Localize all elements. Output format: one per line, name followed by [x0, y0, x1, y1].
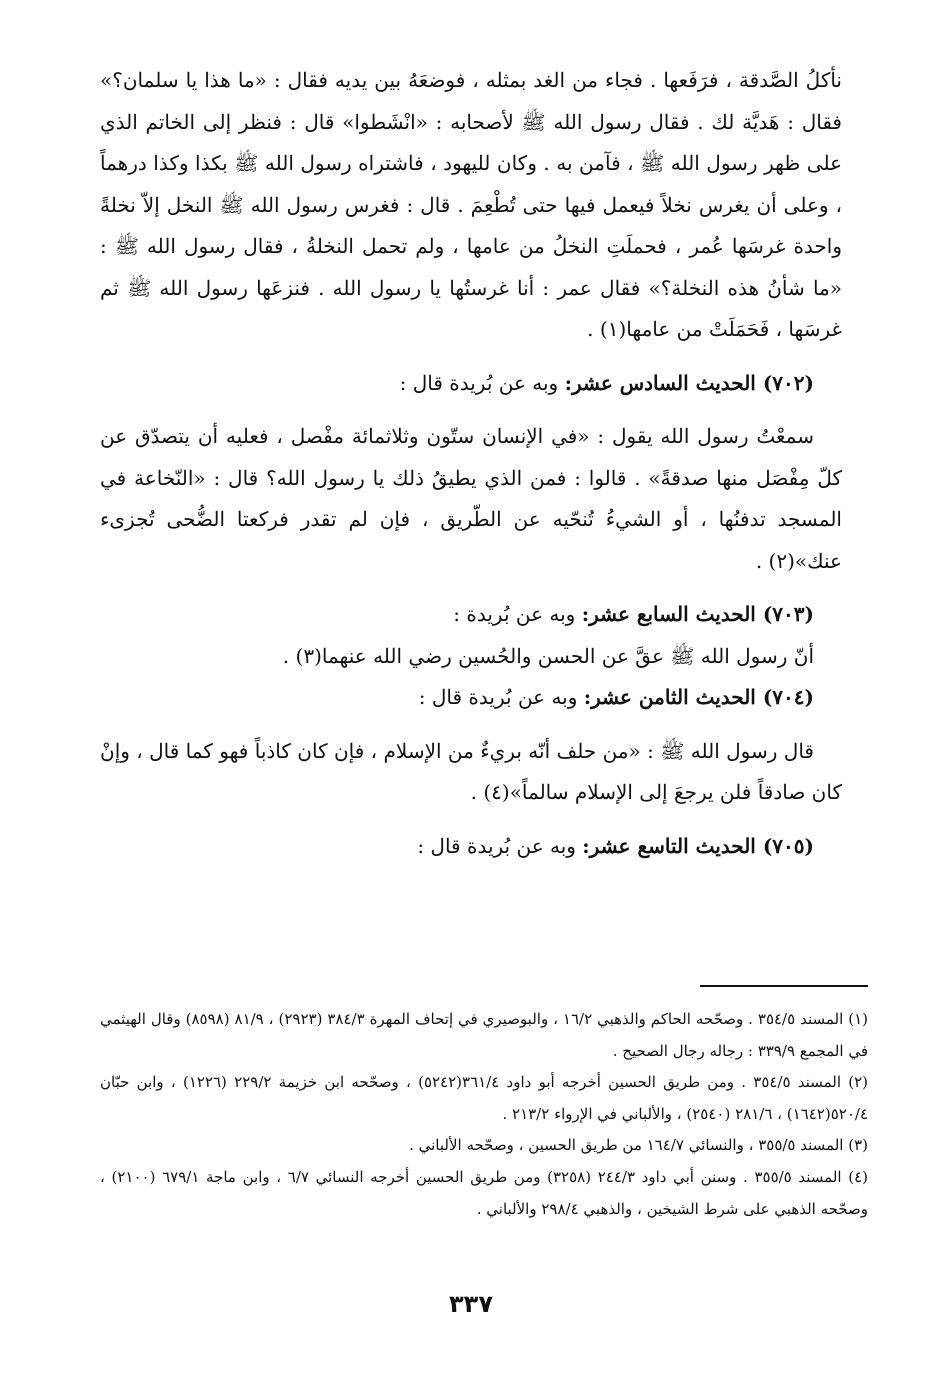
paragraph-hadith-704: قال رسول الله ﷺ : «من حلف أنّه بريءٌ من الإسلام ، فإن كان كاذباً فهو كما قال ، وإنْ كان صادقاً فلن يرجعَ إلى الإسلام سالماً»(٤) . [100, 738, 842, 804]
page-number: ٣٣٧ [449, 1290, 493, 1318]
hadith-heading-704-title: (٧٠٤) الحديث الثامن عشر: [583, 685, 814, 709]
footnotes [100, 1004, 868, 1225]
hadith-heading-705-chain: وبه عن بُريدة قال : [417, 833, 583, 858]
footnote-3: (٣) المسند ٣٥٥/٥ ، والنسائي ١٦٤/٧ من طريق الحسين ، وصحّحه الألباني . [409, 1136, 868, 1155]
footnote-1: (١) المسند ٣٥٤/٥ . وصحّحه الحاكم والذهبي ١٦/٢ ، والبوصيري في إتحاف المهرة ٣٨٤/٣ (٢٩٢٣) ، ٨١/٩ (٨٥٩٨) وقال الهيثمي في المجمع ٣٣٩/٩ : رجاله رجال الصحيح . [100, 1010, 869, 1060]
hadith-heading-704 [100, 677, 842, 719]
hadith-heading-702-title: (٧٠٢) الحديث السادس عشر: [564, 370, 814, 395]
footnote-4: (٤) المسند ٣٥٥/٥ . وسنن أبي داود ٢٤٤/٣ (٣٢٥٨) ومن طريق الحسين أخرجه النسائي ٦/٧ ، وابن ماجة ٦٧٩/١ (٢١٠٠) ، وصحّحه الذهبي على شرط الشيخين ، والذهبي ٢٩٨/٤ والألباني . [100, 1167, 869, 1218]
hadith-heading-705 [100, 826, 842, 868]
hadith-heading-703-chain: وبه عن بُريدة : [453, 602, 582, 626]
main-text [100, 60, 842, 867]
hadith-heading-703 [100, 594, 842, 636]
hadith-heading-704-chain: وبه عن بُريدة قال : [418, 685, 584, 709]
hadith-heading-702-chain: وبه عن بُريدة قال : [399, 370, 565, 395]
footnote-separator [700, 985, 868, 987]
hadith-heading-705-title: (٧٠٥) الحديث التاسع عشر: [582, 833, 814, 858]
paragraph-salman: نأكلُ الصَّدقة ، فرَفَعها . فجاء من الغد بمثله ، فوضعَهُ بين يديه فقال : «ما هذا يا سلمان؟» فقال : هَديَّة لك . فقال رسول الله ﷺ لأصحابه : «انْشَطوا» قال : فنظر إلى الخاتم الذي على ظهر رسول الله ﷺ ، فآمن به . وكان لليهود ، فاشتراه رسول الله ﷺ بكذا وكذا درهماً ، وعلى أن يغرس نخلاً فيعمل فيها حتى تُطْعِمَ . قال : فغرس رسول الله ﷺ النخل إلاّ نخلةً واحدة غرسَها عُمر ، فحملَتِ النخلُ من عامها ، ولم تحمل النخلةُ ، فقال رسول الله ﷺ : «ما شأنُ هذه النخلة؟» فقال عمر : أنا غرستُها يا رسول الله . فنزعَها رسول الله ﷺ ثم غرسَها ، فَحَمَلَتْ من عامها(١) . [100, 68, 842, 341]
hadith-heading-703-title: (٧٠٣) الحديث السابع عشر: [581, 602, 814, 626]
hadith-heading-702 [100, 363, 842, 405]
paragraph-hadith-703: أنّ رسول الله ﷺ عقَّ عن الحسن والحُسين رضي الله عنهما(٣) . [282, 643, 814, 668]
paragraph-hadith-702: سمعْتُ رسول الله يقول : «في الإنسان ستّون وثلاثمائة مفْصل ، فعليه أن يتصدّق عن كلّ مِفْصَل منها صدقةً» . قالوا : فمن الذي يطيقُ ذلك يا رسول الله؟ قال : «النّخاعة في المسجد تدفنُها ، أو الشيءُ تُنحّيه عن الطّريق ، فإن لم تقدر فركعتا الضُّحى تُجزىء عنك»(٢) . [100, 424, 842, 573]
footnote-2: (٢) المسند ٣٥٤/٥ . ومن طريق الحسين أخرجه أبو داود ٣٦١/٤(٥٢٤٢) ، وصحّحه ابن خزيمة ٢٢٩/٢ (١٢٢٦) ، وابن حبّان ٥٢٠/٤(١٦٤٢) ، ٢٨١/٦ (٢٥٤٠) ، والألباني في الإرواء ٢١٣/٢ . [100, 1073, 868, 1123]
